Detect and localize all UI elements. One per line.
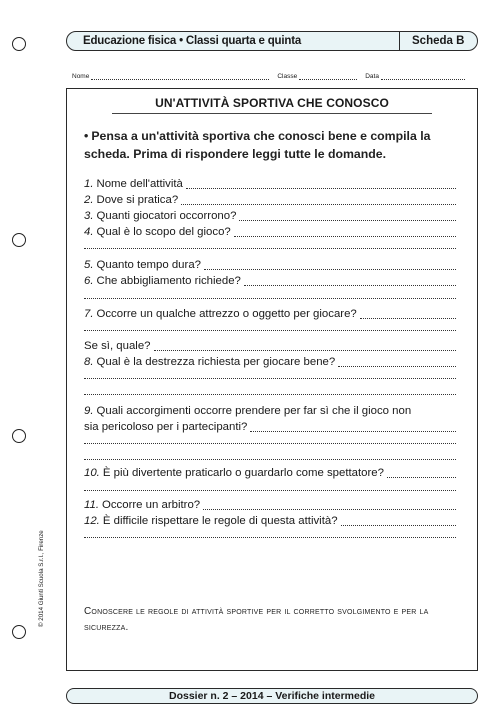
- date-label: Data: [365, 73, 379, 80]
- question-number: 10.: [84, 467, 100, 479]
- question-text: Qual è lo scopo del gioco?: [96, 226, 231, 238]
- answer-line[interactable]: [239, 218, 456, 221]
- question-10: [84, 466, 456, 480]
- answer-line[interactable]: [204, 267, 456, 270]
- answer-line[interactable]: [84, 459, 456, 460]
- page-footer: Dossier n. 2 – 2014 – Verifiche intermedie: [66, 688, 478, 704]
- date-field[interactable]: [381, 74, 465, 80]
- answer-line[interactable]: [244, 283, 456, 286]
- question-number: 2.: [84, 194, 94, 206]
- answer-line[interactable]: [250, 429, 456, 432]
- answer-line[interactable]: [203, 507, 456, 510]
- question-text: Se sì, quale?: [84, 340, 151, 352]
- answer-line[interactable]: [84, 537, 456, 538]
- answer-line[interactable]: [154, 348, 457, 351]
- question-number: 7.: [84, 308, 94, 320]
- question-text: Occorre un arbitro?: [102, 499, 201, 511]
- instruction-text: [84, 127, 464, 163]
- answer-line[interactable]: [84, 248, 456, 249]
- instruction-label: Pensa a un'attività sportiva che conosci bene e compila la scheda. Prima di rispondere leggi tutte le domande.: [84, 129, 431, 161]
- answer-line[interactable]: [387, 475, 456, 478]
- question-8: [84, 355, 456, 369]
- question-text: Quanti giocatori occorrono?: [96, 210, 237, 222]
- answer-line[interactable]: [186, 186, 456, 189]
- answer-line[interactable]: [84, 378, 456, 379]
- question-number: 11.: [84, 499, 99, 511]
- answer-line[interactable]: [84, 490, 456, 491]
- name-field[interactable]: [91, 74, 269, 80]
- question-text: Quali accorgimenti occorre prendere per far sì che il gioco non: [96, 405, 412, 417]
- answer-line[interactable]: [84, 394, 456, 395]
- binder-hole: [12, 429, 26, 443]
- answer-line[interactable]: [360, 316, 456, 319]
- answer-line[interactable]: [234, 234, 456, 237]
- title-underline: [112, 113, 432, 114]
- question-text: Quanto tempo dura?: [96, 259, 201, 271]
- question-text: È più divertente praticarlo o guardarlo come spettatore?: [102, 467, 384, 479]
- question-11: [84, 498, 456, 512]
- worksheet-title: UN'ATTIVITÀ SPORTIVA CHE CONOSCO: [155, 96, 389, 110]
- class-field[interactable]: [299, 74, 357, 80]
- question-3: [84, 209, 456, 223]
- question-number: 12.: [84, 515, 100, 527]
- question-number: 6.: [84, 275, 94, 287]
- answer-line[interactable]: [181, 202, 456, 205]
- question-5: [84, 258, 456, 272]
- worksheet-panel: [66, 88, 478, 671]
- answer-line[interactable]: [338, 364, 456, 367]
- binder-hole: [12, 37, 26, 51]
- question-number: 9.: [84, 405, 94, 417]
- header-divider: [399, 32, 400, 50]
- name-label: Nome: [72, 73, 90, 80]
- copyright-notice: © 2014 Giunti Scuola S.r.l., Firenze: [38, 530, 45, 627]
- question-text: Nome dell'attività: [96, 178, 183, 190]
- question-12: [84, 514, 456, 528]
- answer-line[interactable]: [84, 298, 456, 299]
- question-text: Dove si pratica?: [96, 194, 179, 206]
- question-number: 1.: [84, 178, 94, 190]
- question-number: 4.: [84, 226, 94, 238]
- bullet-icon: •: [84, 129, 89, 143]
- question-9: [84, 404, 456, 418]
- answer-line[interactable]: [341, 523, 456, 526]
- binder-hole: [12, 233, 26, 247]
- question-4: [84, 225, 456, 239]
- question-text: È difficile rispettare le regole di questa attività?: [102, 515, 338, 527]
- question-2: [84, 193, 456, 207]
- question-number: 8.: [84, 356, 94, 368]
- question-7-followup: [84, 339, 456, 353]
- question-7: [84, 307, 456, 321]
- question-text: sia pericoloso per i partecipanti?: [84, 421, 248, 433]
- question-number: 5.: [84, 259, 94, 271]
- page-header: [66, 31, 478, 51]
- answer-line[interactable]: [84, 330, 456, 331]
- sheet-label: Scheda B: [412, 35, 465, 47]
- answer-line[interactable]: [84, 443, 456, 444]
- question-1: [84, 177, 456, 191]
- question-text: Occorre un qualche attrezzo o oggetto per giocare?: [96, 308, 357, 320]
- question-text: Qual è la destrezza richiesta per giocare bene?: [96, 356, 336, 368]
- question-9-continued: [84, 420, 456, 434]
- student-info-line: [72, 68, 478, 80]
- learning-objective: Conoscere le regole di attività sportive per il corretto svolgimento e per la sicurezza.: [84, 606, 429, 633]
- question-6: [84, 274, 456, 288]
- header-title: Educazione fisica • Classi quarta e quinta: [83, 35, 302, 47]
- question-number: 3.: [84, 210, 94, 222]
- question-text: Che abbigliamento richiede?: [96, 275, 241, 287]
- class-label: Classe: [277, 73, 298, 80]
- binder-hole: [12, 625, 26, 639]
